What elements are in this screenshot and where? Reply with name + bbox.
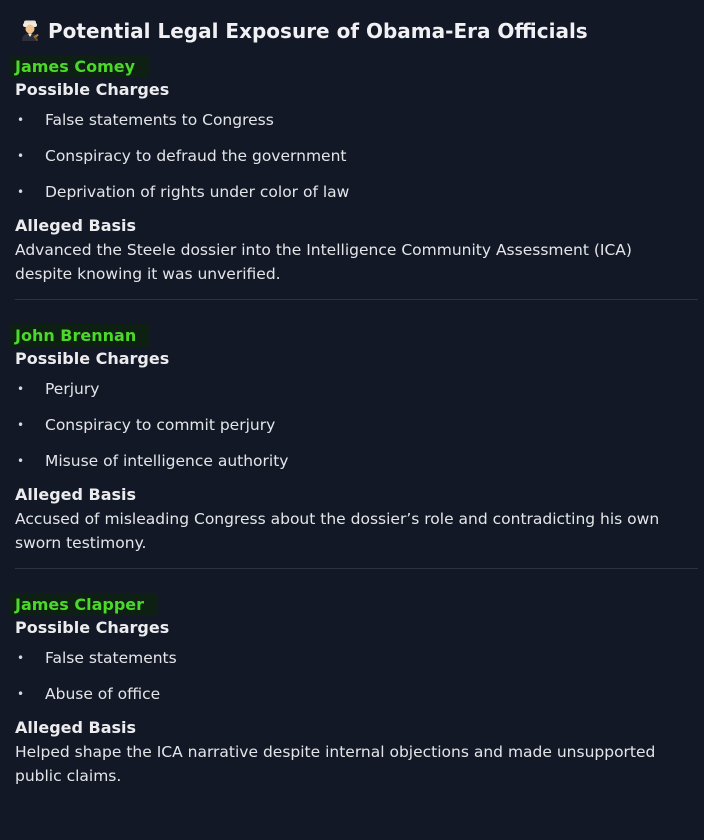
official-name-row xyxy=(15,592,698,616)
official-name: James Comey xyxy=(10,55,149,78)
official-section xyxy=(15,54,698,300)
charges-heading: Possible Charges xyxy=(15,349,170,368)
divider xyxy=(15,568,698,569)
page xyxy=(0,18,704,840)
charges-heading: Possible Charges xyxy=(15,80,170,99)
bullet-icon: • xyxy=(17,454,25,468)
bullet-icon: • xyxy=(17,149,25,163)
divider xyxy=(15,299,698,300)
basis-heading: Alleged Basis xyxy=(15,485,137,504)
charge-text: Misuse of intelligence authority xyxy=(45,452,289,470)
charges-list xyxy=(15,371,698,479)
page-header xyxy=(19,18,698,44)
charge-text: Abuse of office xyxy=(45,685,161,703)
official-name: John Brennan xyxy=(10,324,150,347)
charges-list xyxy=(15,102,698,210)
charge-text: Perjury xyxy=(45,380,100,398)
charges-heading: Possible Charges xyxy=(15,618,170,637)
official-section xyxy=(15,323,698,569)
bullet-icon: • xyxy=(17,651,25,665)
bullet-icon: • xyxy=(17,687,25,701)
basis-heading: Alleged Basis xyxy=(15,216,137,235)
official-name-row xyxy=(15,54,698,78)
charge-text: False statements to Congress xyxy=(45,111,274,129)
official-section xyxy=(15,592,698,788)
bullet-icon: • xyxy=(17,113,25,127)
list-item xyxy=(15,676,698,712)
bullet-icon: • xyxy=(17,185,25,199)
charge-text: Deprivation of rights under color of law xyxy=(45,183,350,201)
basis-text: Helped shape the ICA narrative despite internal objections and made unsupported public claims. xyxy=(15,743,656,785)
judge-person-icon xyxy=(19,20,41,42)
charge-text: Conspiracy to commit perjury xyxy=(45,416,276,434)
list-item xyxy=(15,407,698,443)
list-item xyxy=(15,443,698,479)
list-item xyxy=(15,371,698,407)
basis-text: Advanced the Steele dossier into the Intelligence Community Assessment (ICA) despite knowing it was unverified. xyxy=(15,241,632,283)
charge-text: False statements xyxy=(45,649,177,667)
list-item xyxy=(15,640,698,676)
basis-text: Accused of misleading Congress about the dossier’s role and contradicting his own sworn testimony. xyxy=(15,510,660,552)
page-title: Potential Legal Exposure of Obama-Era Officials xyxy=(48,19,588,43)
official-name: James Clapper xyxy=(10,593,158,616)
basis-heading: Alleged Basis xyxy=(15,718,137,737)
list-item xyxy=(15,138,698,174)
list-item xyxy=(15,174,698,210)
list-item xyxy=(15,102,698,138)
bullet-icon: • xyxy=(17,418,25,432)
charge-text: Conspiracy to defraud the government xyxy=(45,147,347,165)
bullet-icon: • xyxy=(17,382,25,396)
charges-list xyxy=(15,640,698,712)
official-name-row xyxy=(15,323,698,347)
